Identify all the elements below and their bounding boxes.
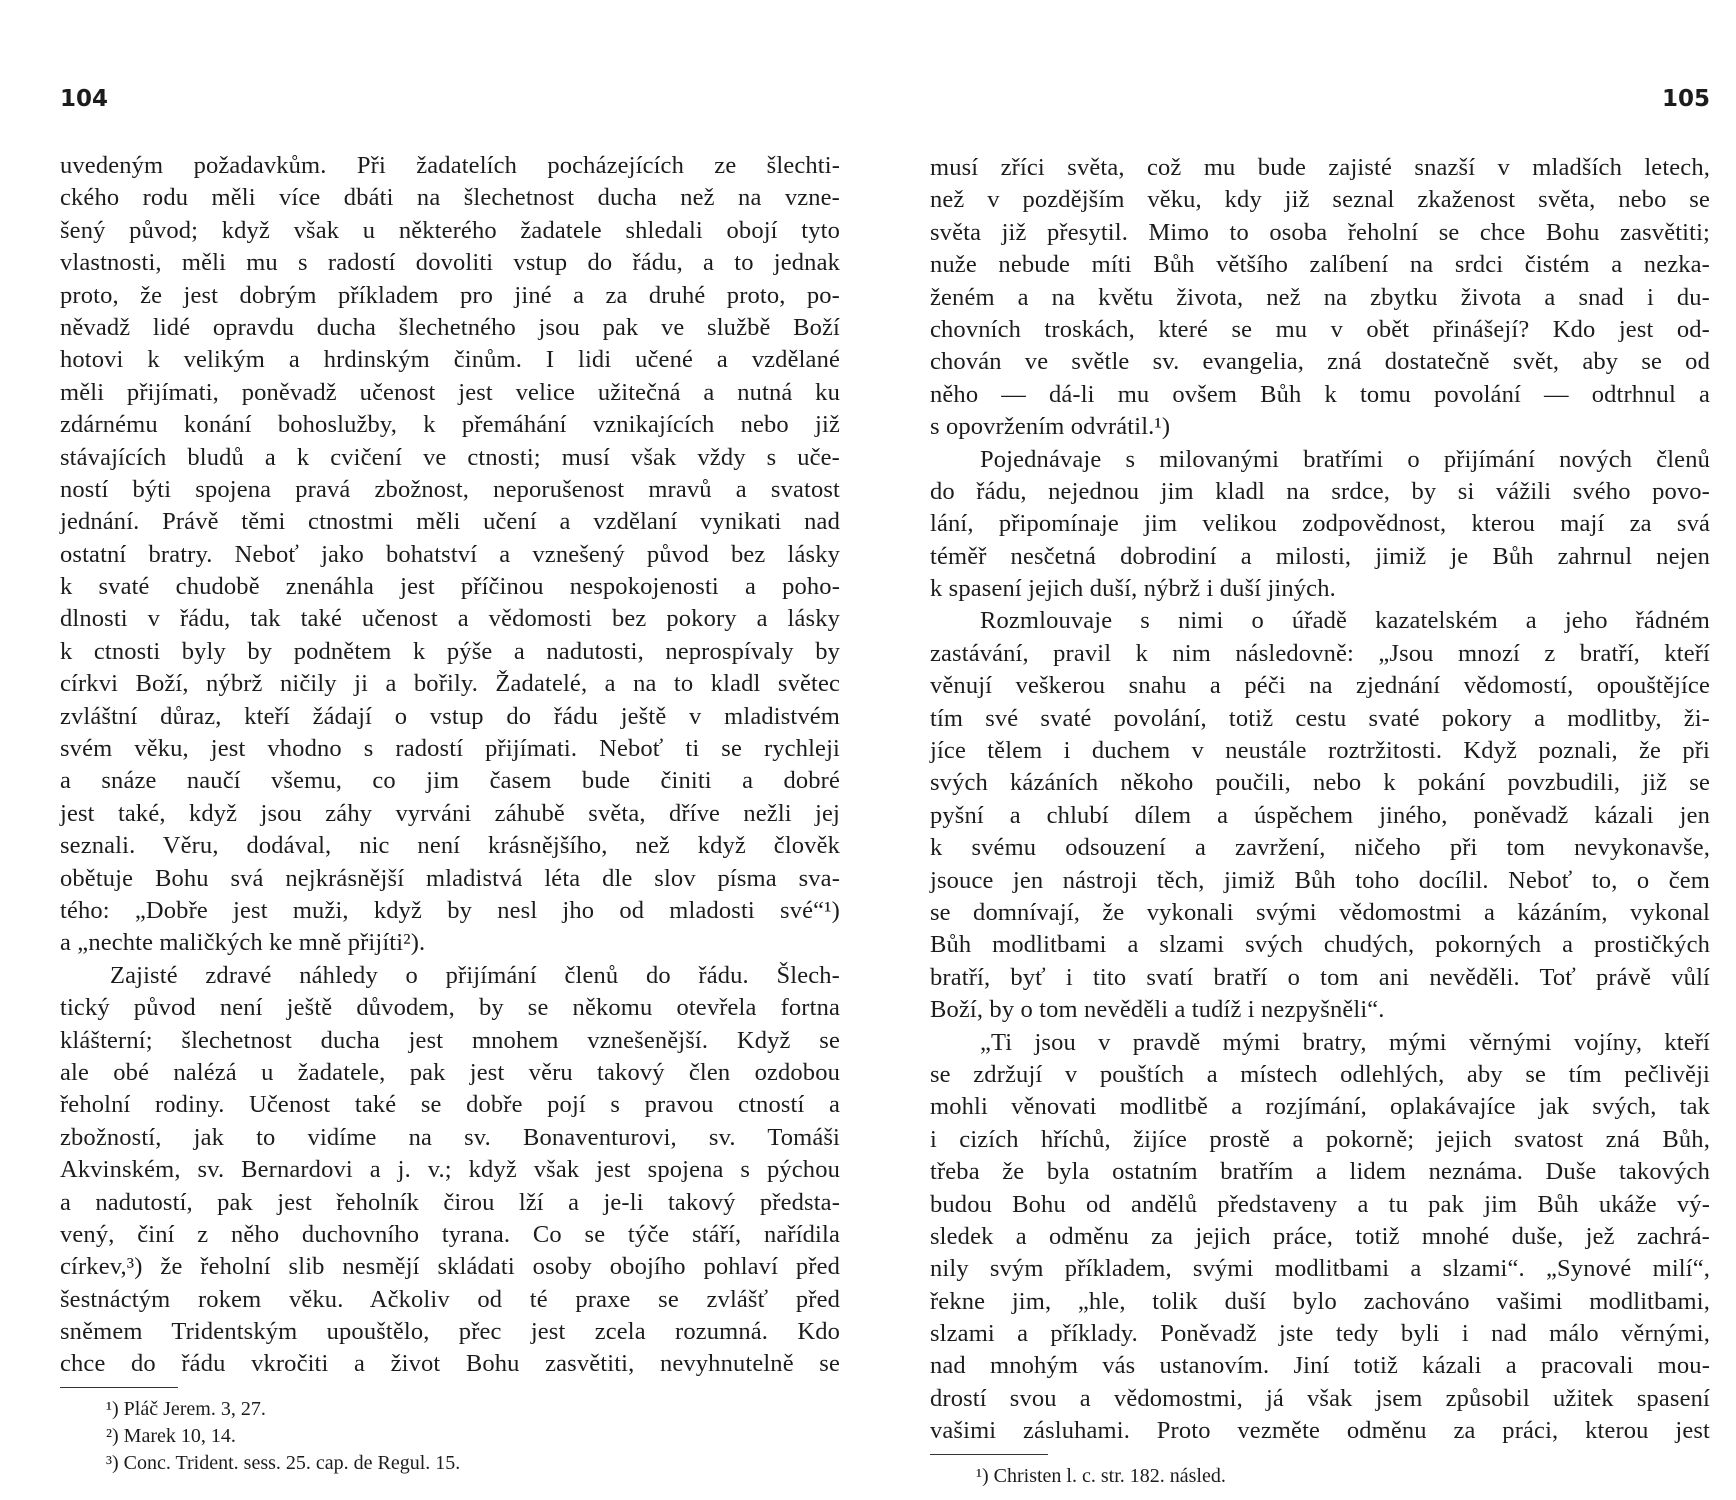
text-line: zbožností, jak to vidíme na sv. Bonaventurovi, sv. Tomáši: [60, 1123, 840, 1151]
text-line: dlnosti v řádu, tak také učenost a vědomosti bez pokory a lásky: [60, 605, 840, 633]
text-line: řekne jim, „hle, tolik duší bylo zachováno vašimi modlitbami,: [930, 1287, 1710, 1315]
page-body: [60, 150, 840, 1477]
text-line: do řádu, nejednou jim kladl na srdce, by si vážili svého povo-: [930, 477, 1710, 505]
text-line: i cizích hříchů, žijíce prostě a pokorně; jejich svatost zná Bůh,: [930, 1125, 1710, 1153]
text-line: stávajících bludů a k cvičení ve ctnosti; musí však vždy s uče-: [60, 443, 840, 471]
footnotes: [60, 1396, 840, 1477]
footnote: ¹) Christen l. c. str. 182. násled.: [976, 1464, 1226, 1487]
text-line: proto, že jest dobrým příkladem pro jiné a za druhé proto, po-: [60, 281, 840, 309]
text-line: církvi Boží, nýbrž ničily ji a bořily. Žadatelé, a na to kladl světec: [60, 670, 840, 698]
text-line: věnují veškerou snahu a péči na zjednání vědomostí, opouštějíce: [930, 672, 1710, 700]
text-line: svém věku, jest vhodno s radostí přijímati. Neboť ti se rychleji: [60, 735, 840, 763]
text-line: tím své svaté povolání, totiž cestu svaté pokory a modlitby, ži-: [930, 704, 1710, 732]
page-number: 104: [60, 86, 109, 112]
text-line: vlastnosti, měli mu s radostí dovoliti vstup do řádu, a to jednak: [60, 249, 840, 277]
text-line: lání, připomínaje jim velikou zodpovědnost, kterou mají za svá: [930, 510, 1710, 538]
text-line: obětuje Bohu svá nejkrásnější mladistvá léta dle slov písma sva-: [60, 864, 840, 892]
right-page: [930, 0, 1710, 1500]
left-page: [60, 0, 840, 1500]
text-line: něho — dá-li mu ovšem Bůh k tomu povolání — odtrhnul a: [930, 380, 1710, 408]
text-line: seznali. Věru, dodával, nic není krásnějšího, než když člověk: [60, 832, 840, 860]
footnote: ¹) Pláč Jerem. 3, 27.: [106, 1397, 266, 1420]
text-line: k svaté chudobě znenáhla jest příčinou nespokojenosti a poho-: [60, 573, 840, 601]
text-line: jíce tělem i duchem v neustále roztržitosti. Když poznali, že při: [930, 737, 1710, 765]
text-line: budou Bohu od andělů představeny a tu pak jim Bůh ukáže vý-: [930, 1190, 1710, 1218]
text-line: šený původ; když však u některého žadatele shledali obojí tyto: [60, 216, 840, 244]
text-line: jednání. Právě těmi ctnostmi měli učení a vzdělaní vynikati nad: [60, 508, 840, 536]
text-line: chovních troskách, které se mu v obět přinášejí? Kdo jest od-: [930, 315, 1710, 343]
footnote-rule: [60, 1387, 178, 1388]
footnotes: [930, 1463, 1710, 1490]
text-line: jsouce jen nástroji těch, jimiž Bůh toho docílil. Neboť to, o čem: [930, 866, 1710, 894]
text-line: něvadž lidé opravdu ducha šlechetného jsou pak ve službě Boží: [60, 313, 840, 341]
text-line: drostí svou a vědomostmi, já však jsem způsobil užitek spasení: [930, 1384, 1710, 1412]
text-line: tický původ není ještě důvodem, by se někomu otevřela fortna: [60, 994, 840, 1022]
text-line: ženém a na květu života, než na zbytku života a snad i du-: [930, 283, 1710, 311]
text-line: ale obé nalézá u žadatele, pak jest věru takový člen ozdobou: [60, 1058, 840, 1086]
text-line: ckého rodu měli více dbáti na šlechetnost ducha než na vzne-: [60, 184, 840, 212]
paragraph-first-line: Pojednávaje s milovanými bratřími o přijímání nových členů: [980, 445, 1710, 473]
paragraph-end-line: a „nechte maličkých ke mně přijíti²).: [60, 929, 426, 957]
text-line: se zdržují v pouštích a místech odlehlých, aby se tím pečlivěji: [930, 1060, 1710, 1088]
text-line: svých kázáních někoho poučili, nebo k pokání povzbudili, již se: [930, 769, 1710, 797]
text-line: chce do řádu vkročiti a život Bohu zasvětiti, nevyhnutelně se: [60, 1350, 840, 1378]
text-line: třeba že byla ostatním bratřím a lidem neznáma. Duše takových: [930, 1158, 1710, 1186]
text-line: nuže nebude míti Bůh většího zalíbení na srdci čistém a nezka-: [930, 251, 1710, 279]
text-line: chován ve světle sv. evangelia, zná dostatečně svět, aby se od: [930, 348, 1710, 376]
text-line: Akvinském, sv. Bernardovi a j. v.; když však jest spojena s pýchou: [60, 1156, 840, 1184]
text-line: hotovi k velikým a hrdinským činům. I lidi učené a vzdělané: [60, 346, 840, 374]
page-number: 105: [1661, 86, 1710, 112]
page-body: [930, 152, 1710, 1490]
text-line: zdárnému konání bohoslužby, k přemáhání vznikajících nebo již: [60, 411, 840, 439]
text-line: řeholní rodiny. Učenost také se dobře pojí s pravou ctností a: [60, 1091, 840, 1119]
text-line: měli přijímati, poněvadž učenost jest velice užitečná a nutná ku: [60, 378, 840, 406]
text-line: světa již přesytil. Mimo to osoba řeholní se chce Bohu zasvětiti;: [930, 218, 1710, 246]
footnote: ³) Conc. Trident. sess. 25. cap. de Regul. 15.: [106, 1451, 461, 1474]
paragraph-end-line: Boží, by o tom nevěděli a tudíž i nezpyšněli“.: [930, 996, 1385, 1024]
text-line: tého: „Dobře jest muži, když by nesl jho od mladosti své“¹): [60, 896, 840, 924]
text-line: mohli věnovati modlitbě a rozjímání, oplakávajíce jak svých, tak: [930, 1093, 1710, 1121]
text-line: nily svým příkladem, svými modlitbami a slzami“. „Synové milí“,: [930, 1255, 1710, 1283]
text-line: Bůh modlitbami a slzami svých chudých, pokorných a prostičkých: [930, 931, 1710, 959]
paragraph-first-line: Zajisté zdravé náhledy o přijímání členů do řádu. Šlech-: [110, 961, 840, 989]
text-line: než v pozdějším věku, kdy již seznal zkaženost světa, nebo se: [930, 186, 1710, 214]
text-line: vašimi zásluhami. Proto vezměte odměnu za práci, kterou jest: [930, 1417, 1710, 1445]
text-line: jest také, když jsou záhy vyrváni záhubě světa, dříve nežli jej: [60, 799, 840, 827]
text-line: ostatní bratry. Neboť jako bohatství a vznešený původ bez lásky: [60, 540, 840, 568]
text-line: sněmem Tridentským upouštělo, přec jest zcela rozumná. Kdo: [60, 1318, 840, 1346]
text-line: k ctnosti byly by podnětem k pýše a nadutosti, neprospívaly by: [60, 637, 840, 665]
text-line: zastávání, pravil k nim následovně: „Jsou mnozí z bratří, kteří: [930, 639, 1710, 667]
text-line: téměř nesčetná dobrodiní a milosti, jimiž je Bůh zahrnul nejen: [930, 542, 1710, 570]
text-line: nad mnohým vás ustanovím. Jiní totiž kázali a pracovali mou-: [930, 1352, 1710, 1380]
text-line: se domnívají, že vykonali svými vědomostmi a kázáním, vykonal: [930, 898, 1710, 926]
text-line: musí zříci světa, což mu bude zajisté snazší v mladších letech,: [930, 154, 1710, 181]
text-line: a nadutostí, pak jest řeholník čirou lží a je-li takový předsta-: [60, 1188, 840, 1216]
text-line: bratří, byť i tito svatí bratří o tom ani nevěděli. Toť právě vůlí: [930, 963, 1710, 991]
text-line: k svému odsouzení a zavržení, ničeho při tom nevykonavše,: [930, 834, 1710, 862]
footnote: ²) Marek 10, 14.: [106, 1424, 236, 1447]
text-line: a snáze naučí všemu, co jim časem bude činiti a dobré: [60, 767, 840, 795]
text-line: pyšní a chlubí dílem a úspěchem jiného, poněvadž kázali jen: [930, 801, 1710, 829]
paragraph-first-line: „Ti jsou v pravdě mými bratry, mými věrnými vojíny, kteří: [980, 1028, 1710, 1056]
footnote-rule: [930, 1454, 1048, 1455]
text-line: církev,³) že řeholní slib nesmějí skládati osoby obojího pohlaví před: [60, 1253, 840, 1281]
text-line: slzami a příklady. Poněvadž jste tedy byli i nad málo věrnými,: [930, 1320, 1710, 1348]
text-line: uvedeným požadavkům. Při žadatelích pocházejících ze šlechti-: [60, 152, 840, 179]
paragraph-end-line: s opovržením odvrátil.¹): [930, 413, 1171, 441]
text-line: šestnáctým rokem věku. Ačkoliv od té praxe se zvlášť před: [60, 1285, 840, 1313]
text-line: zvláštní důraz, kteří žádají o vstup do řádu ještě v mladistvém: [60, 702, 840, 730]
text-line: vený, činí z něho duchovního tyrana. Co se týče stáří, nařídila: [60, 1220, 840, 1248]
paragraph-first-line: Rozmlouvaje s nimi o úřadě kazatelském a jeho řádném: [980, 607, 1710, 635]
text-line: klášterní; šlechetnost ducha jest mnohem vznešenější. Když se: [60, 1026, 840, 1054]
text-line: sledek a odměnu za jejich práce, totiž mnohé duše, jež zachrá-: [930, 1222, 1710, 1250]
paragraph-end-line: k spasení jejich duší, nýbrž i duší jiných.: [930, 575, 1336, 603]
text-line: ností býti spojena pravá zbožnost, neporušenost mravů a svatost: [60, 475, 840, 503]
